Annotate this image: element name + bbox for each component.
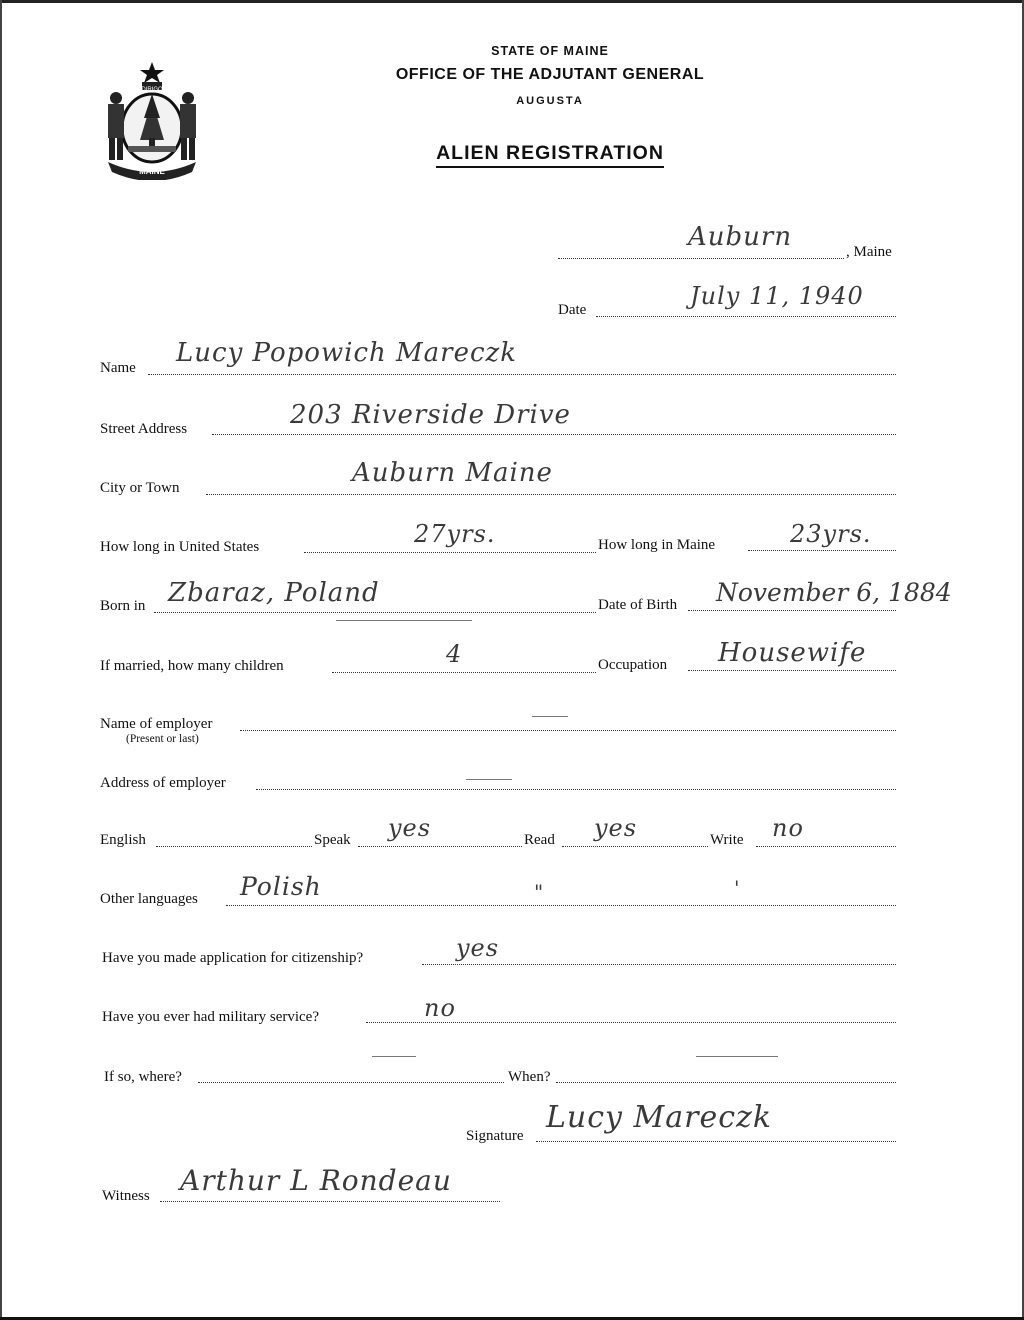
citizenship-label: Have you made application for citizenship? [102,950,364,966]
born-value: Zbaraz, Poland [168,578,380,608]
citizenship-line [422,964,896,965]
date-value: July 11, 1940 [690,282,864,310]
military-value: no [424,994,456,1022]
name-label: Name [100,360,136,376]
seal-banner-text: MAINE [139,167,165,176]
english-label: English [100,832,146,848]
occupation-value: Housewife [718,638,867,668]
witness-line [160,1201,500,1202]
speak-line [358,846,522,847]
employer-sublabel: (Present or last) [126,733,199,745]
dob-line [688,610,896,611]
signature-value: Lucy Mareczk [546,1100,773,1135]
maine-seal-icon [98,58,206,180]
header-state: STATE OF MAINE [491,44,609,58]
employer-line [240,730,896,731]
maine-duration-label: How long in Maine [598,537,716,553]
dob-value: November 6, 1884 [716,578,952,607]
other-languages-label: Other languages [100,891,198,907]
employer-address-blank-mark [466,779,512,780]
born-line [154,612,596,613]
header-office: OFFICE OF THE ADJUTANT GENERAL [395,66,705,83]
other-languages-line [226,905,896,906]
date-line [596,316,896,317]
employer-address-label: Address of employer [100,775,226,791]
witness-label: Witness [102,1188,150,1204]
scan-edge-left [0,0,2,1320]
write-value: no [772,814,804,842]
when-label: When? [508,1069,551,1085]
where-label: If so, where? [104,1069,182,1085]
read-label: Read [524,832,555,848]
form-title-text: ALIEN REGISTRATION [436,142,664,168]
children-value: 4 [446,640,463,668]
speak-value: yes [388,814,432,842]
name-value: Lucy Popowich Mareczk [176,338,518,368]
read-line [562,846,708,847]
witness-value: Arthur L Rondeau [180,1164,452,1197]
other-languages-ditto-1: " [534,880,545,904]
born-label: Born in [100,598,146,614]
where-blank-mark [372,1056,416,1057]
when-line [556,1082,896,1083]
read-value: yes [594,814,638,842]
write-line [756,846,896,847]
employer-label: Name of employer [100,716,213,732]
maine-duration-line [748,550,896,551]
occupation-line [688,670,896,671]
citizenship-value: yes [456,934,500,962]
street-label: Street Address [100,421,188,437]
header-city: AUGUSTA [516,95,584,107]
city-label: City or Town [100,480,180,496]
street-line [212,434,896,435]
scan-edge-top [0,0,1024,3]
us-duration-value: 27yrs. [414,520,496,548]
us-duration-line [304,552,596,553]
place-line [558,258,844,259]
date-label: Date [558,302,587,318]
english-line [156,846,312,847]
born-underline [336,620,472,621]
speak-label: Speak [314,832,351,848]
signature-label: Signature [466,1128,524,1144]
dob-label: Date of Birth [598,597,678,613]
other-languages-value: Polish [240,872,322,901]
maine-duration-value: 23yrs. [790,520,872,548]
military-line [366,1022,896,1023]
us-duration-label: How long in United States [100,539,260,555]
employer-blank-mark [532,716,568,717]
signature-line [536,1141,896,1142]
occupation-label: Occupation [598,657,668,673]
place-value: Auburn [688,222,793,252]
employer-address-line [256,789,896,790]
write-label: Write [710,832,744,848]
city-value: Auburn Maine [352,458,553,488]
name-line [148,374,896,375]
where-line [198,1082,504,1083]
street-value: 203 Riverside Drive [290,400,571,430]
military-label: Have you ever had military service? [102,1009,319,1025]
children-line [332,672,596,673]
city-line [206,494,896,495]
seal-motto-text: DIRIGO [141,87,163,93]
other-languages-ditto-2: ' [734,876,741,900]
when-blank-mark [696,1056,778,1057]
form-title [300,142,800,165]
place-suffix: , Maine [846,244,892,260]
children-label: If married, how many children [100,658,284,674]
